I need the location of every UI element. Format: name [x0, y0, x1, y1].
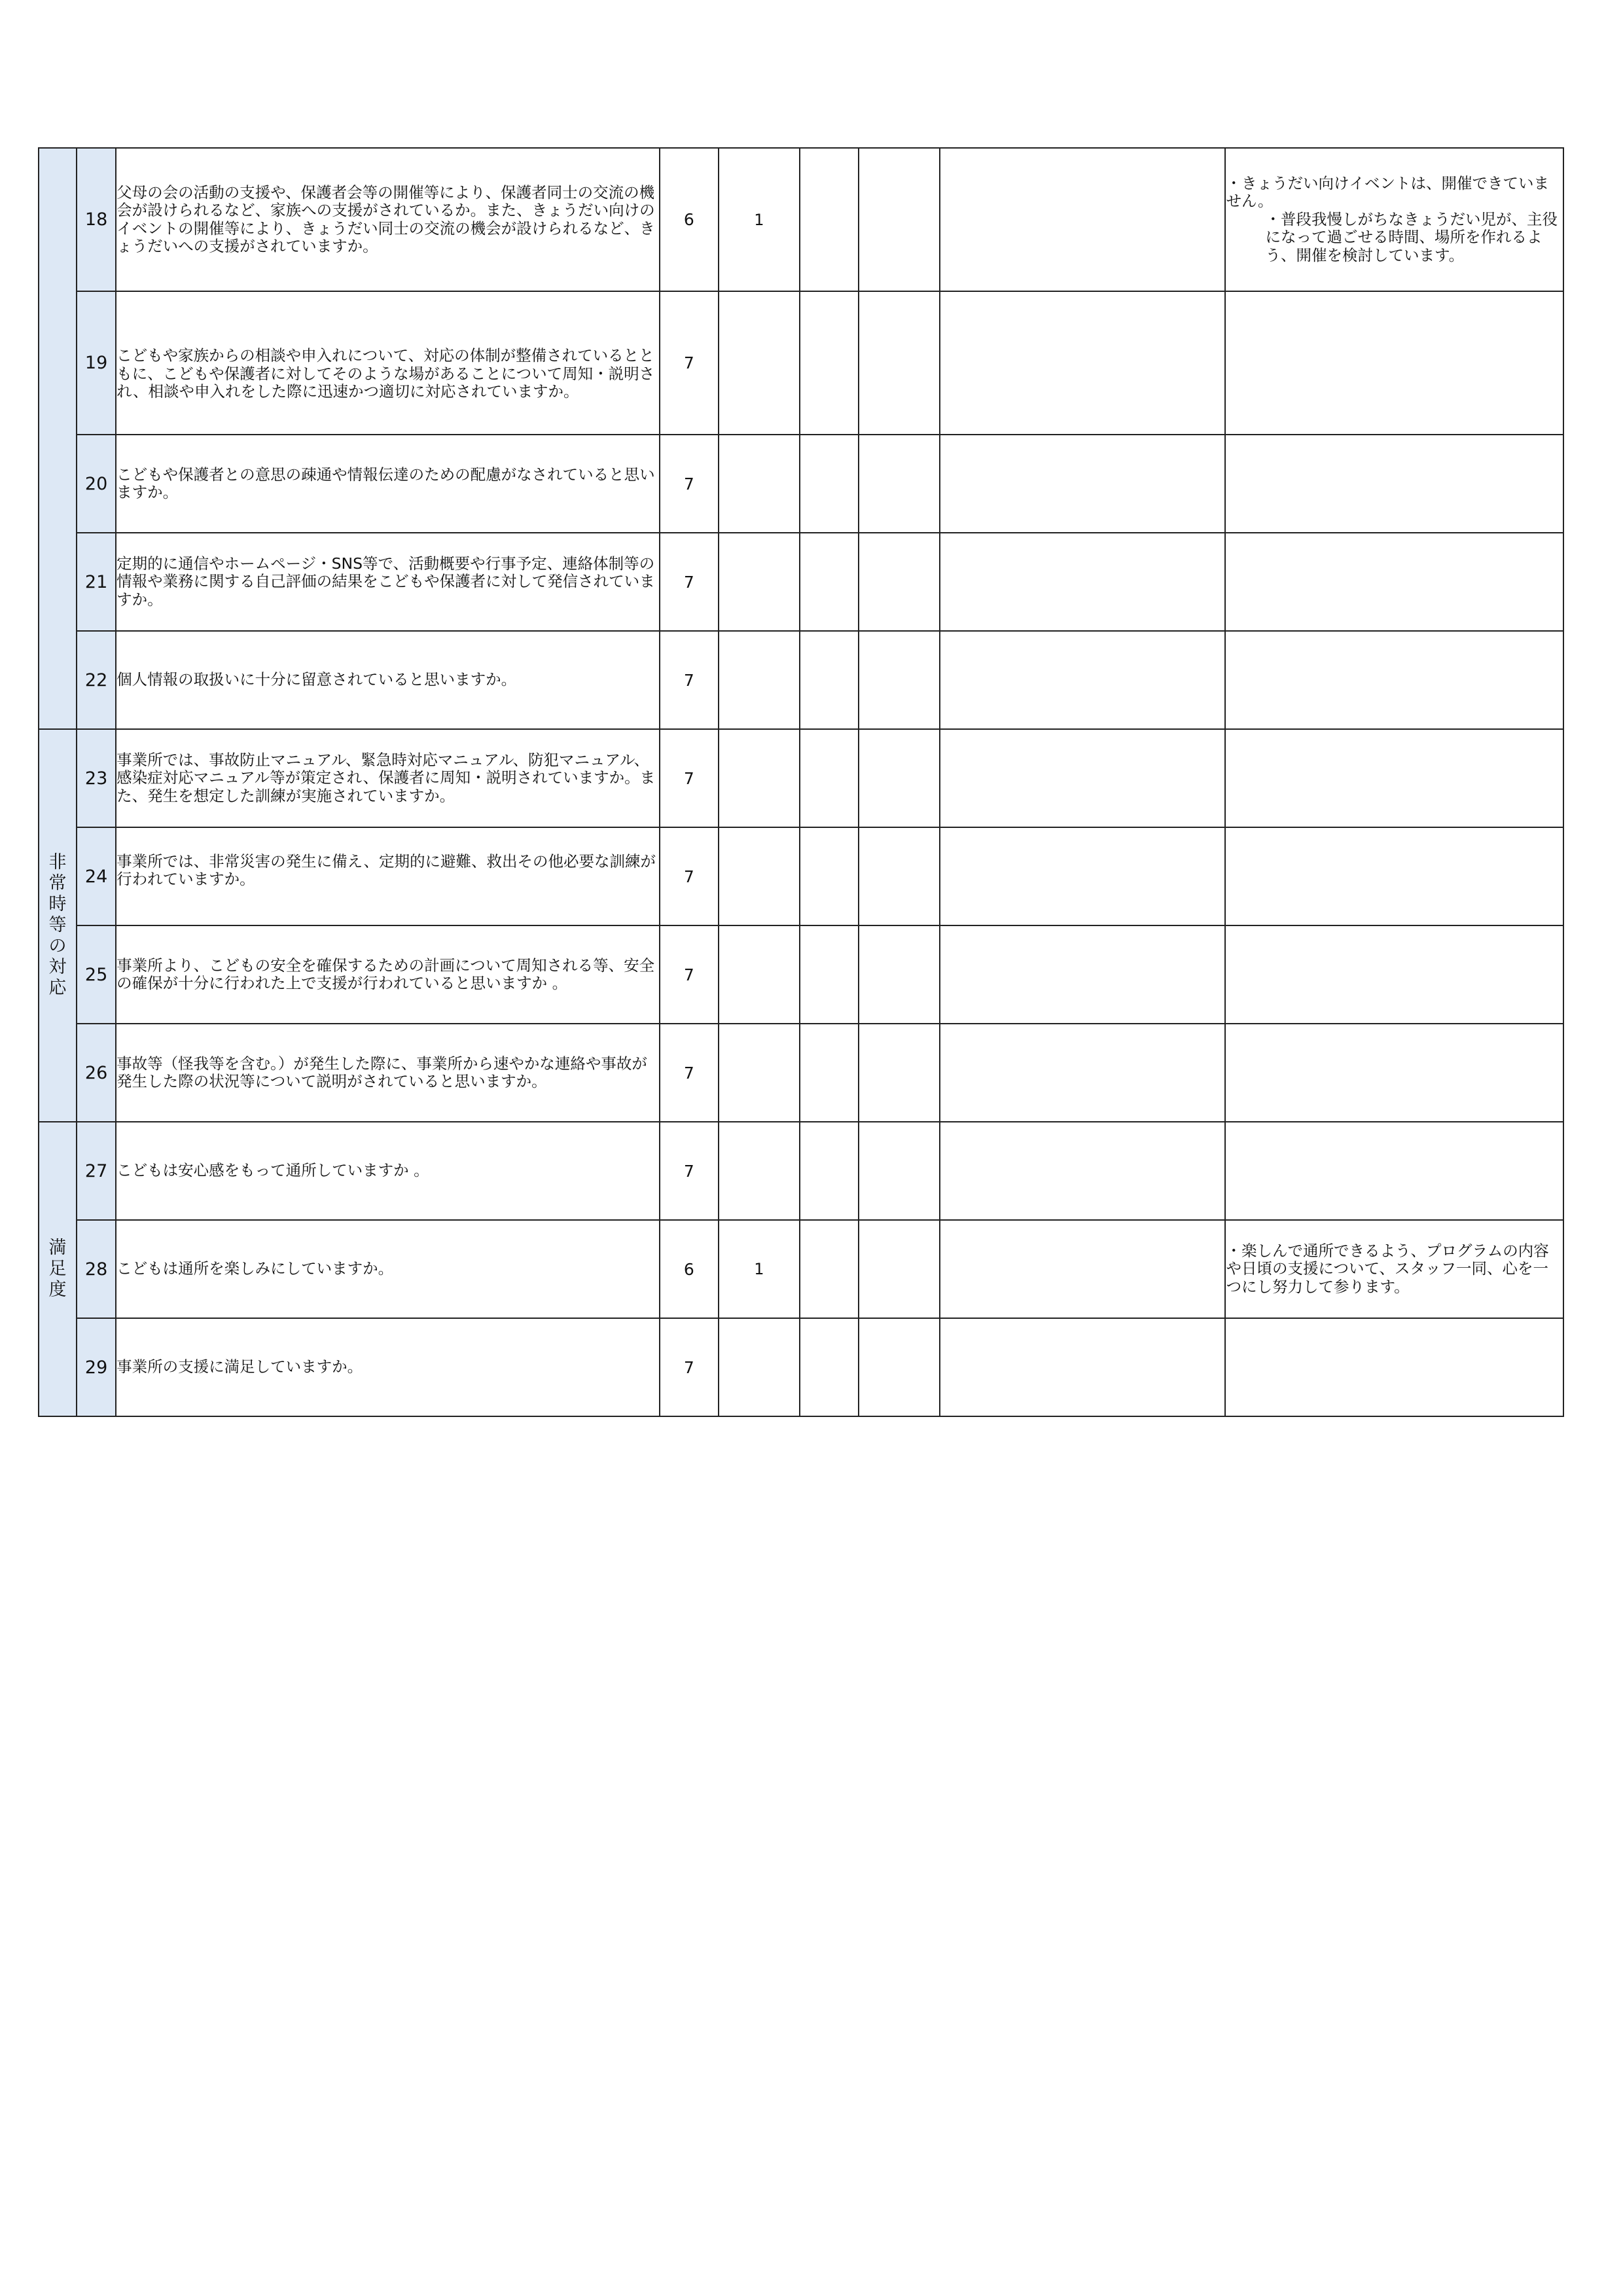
response-line: ・きょうだい向けイベントは、開催できていません。 — [1226, 173, 1549, 211]
count-neither — [719, 533, 800, 631]
count-neither — [719, 729, 800, 827]
table-row — [39, 1220, 1563, 1318]
row-number: 21 — [77, 533, 116, 631]
count-unknown — [859, 827, 940, 925]
row-number: 28 — [77, 1220, 116, 1318]
count-unknown — [859, 533, 940, 631]
count-unknown — [859, 631, 940, 729]
count-yes: 7 — [660, 1024, 719, 1122]
facility-response — [1225, 533, 1563, 631]
question-text: こどもや保護者との意思の疎通や情報伝達のための配慮がなされていると思いますか。 — [116, 435, 660, 533]
facility-response — [1225, 1122, 1563, 1220]
category-cell-continued — [39, 148, 77, 729]
facility-response — [1225, 925, 1563, 1024]
count-no — [800, 631, 859, 729]
facility-response: ・楽しんで通所できるよう、プログラムの内容や日頃の支援について、スタッフ一同、心を一つにし努力して参ります。 — [1225, 1220, 1563, 1318]
count-yes: 7 — [660, 291, 719, 435]
question-text: 個人情報の取扱いに十分に留意されていると思いますか。 — [116, 631, 660, 729]
guardian-comment — [940, 1024, 1225, 1122]
row-number: 18 — [77, 148, 116, 291]
question-text: 事業所の支援に満足していますか。 — [116, 1318, 660, 1416]
guardian-comment — [940, 533, 1225, 631]
count-neither — [719, 631, 800, 729]
count-unknown — [859, 148, 940, 291]
count-unknown — [859, 1122, 940, 1220]
question-text: こどもは安心感をもって通所していますか 。 — [116, 1122, 660, 1220]
question-text: 事故等（怪我等を含む。）が発生した際に、事業所から速やかな連絡や事故が発生した際の状況等について説明がされていると思いますか。 — [116, 1024, 660, 1122]
facility-response — [1225, 435, 1563, 533]
count-no — [800, 533, 859, 631]
table-row — [39, 1318, 1563, 1416]
guardian-comment — [940, 925, 1225, 1024]
row-number: 25 — [77, 925, 116, 1024]
facility-response — [1225, 1024, 1563, 1122]
facility-response — [1225, 148, 1563, 291]
count-no — [800, 925, 859, 1024]
facility-response — [1225, 729, 1563, 827]
count-unknown — [859, 925, 940, 1024]
guardian-comment — [940, 1318, 1225, 1416]
count-no — [800, 1122, 859, 1220]
count-neither — [719, 1122, 800, 1220]
table-row — [39, 1122, 1563, 1220]
count-yes: 7 — [660, 925, 719, 1024]
row-number: 24 — [77, 827, 116, 925]
question-text: 事業所では、非常災害の発生に備え、定期的に避難、救出その他必要な訓練が行われていますか。 — [116, 827, 660, 925]
count-neither — [719, 827, 800, 925]
count-no — [800, 729, 859, 827]
count-neither: 1 — [719, 148, 800, 291]
count-no — [800, 1024, 859, 1122]
table-row — [39, 631, 1563, 729]
count-unknown — [859, 291, 940, 435]
row-number: 23 — [77, 729, 116, 827]
count-yes: 7 — [660, 533, 719, 631]
category-label: 満足度 — [48, 1238, 67, 1300]
count-yes: 6 — [660, 148, 719, 291]
count-unknown — [859, 1024, 940, 1122]
table-row — [39, 533, 1563, 631]
table-row — [39, 148, 1563, 291]
count-unknown — [859, 729, 940, 827]
category-emergency — [39, 729, 77, 1122]
table-row — [39, 925, 1563, 1024]
category-label: 非常時等の対応 — [48, 852, 67, 998]
count-yes: 7 — [660, 435, 719, 533]
question-text: 父母の会の活動の支援や、保護者会等の開催等により、保護者同士の交流の機会が設けられるなど、家族への支援がされているか。また、きょうだい向けのイベントの開催等により、きょうだい同士の交流の機会が設けられるなど、きょうだいへの支援がされていますか。 — [116, 148, 660, 291]
count-unknown — [859, 435, 940, 533]
row-number: 29 — [77, 1318, 116, 1416]
row-number: 22 — [77, 631, 116, 729]
question-text: こどもや家族からの相談や申入れについて、対応の体制が整備されているとともに、こどもや保護者に対してそのような場があることについて周知・説明され、相談や申入れをした際に迅速かつ適切に対応されていますか。 — [116, 291, 660, 435]
count-no — [800, 1318, 859, 1416]
evaluation-table — [38, 147, 1564, 1417]
question-text: 事業所より、こどもの安全を確保するための計画について周知される等、安全の確保が十分に行われた上で支援が行われていると思いますか 。 — [116, 925, 660, 1024]
count-no — [800, 827, 859, 925]
question-text: 定期的に通信やホームページ・SNS等で、活動概要や行事予定、連絡体制等の情報や業務に関する自己評価の結果をこどもや保護者に対して発信されていますか。 — [116, 533, 660, 631]
count-no — [800, 291, 859, 435]
guardian-comment — [940, 291, 1225, 435]
count-no — [800, 1220, 859, 1318]
response-line: ・普段我慢しがちなきょうだい児が、主役になって過ごせる時間、場所を作れるよう、開催を検討しています。 — [1265, 209, 1558, 264]
row-number: 26 — [77, 1024, 116, 1122]
guardian-comment — [940, 827, 1225, 925]
count-yes: 7 — [660, 631, 719, 729]
guardian-comment — [940, 1122, 1225, 1220]
count-neither — [719, 1318, 800, 1416]
category-satisfaction — [39, 1122, 77, 1416]
count-unknown — [859, 1220, 940, 1318]
table-row — [39, 1024, 1563, 1122]
row-number: 27 — [77, 1122, 116, 1220]
facility-response — [1225, 631, 1563, 729]
guardian-comment — [940, 435, 1225, 533]
count-neither: 1 — [719, 1220, 800, 1318]
row-number: 19 — [77, 291, 116, 435]
guardian-comment — [940, 729, 1225, 827]
count-neither — [719, 1024, 800, 1122]
count-yes: 7 — [660, 729, 719, 827]
table-row — [39, 291, 1563, 435]
count-neither — [719, 435, 800, 533]
count-neither — [719, 291, 800, 435]
facility-response — [1225, 291, 1563, 435]
count-yes: 6 — [660, 1220, 719, 1318]
question-text: 事業所では、事故防止マニュアル、緊急時対応マニュアル、防犯マニュアル、感染症対応マニュアル等が策定され、保護者に周知・説明されていますか。また、発生を想定した訓練が実施されていますか。 — [116, 729, 660, 827]
count-yes: 7 — [660, 1122, 719, 1220]
table-row — [39, 827, 1563, 925]
facility-response — [1225, 827, 1563, 925]
count-no — [800, 435, 859, 533]
count-yes: 7 — [660, 827, 719, 925]
table-row — [39, 729, 1563, 827]
table-row — [39, 435, 1563, 533]
count-neither — [719, 925, 800, 1024]
guardian-comment — [940, 148, 1225, 291]
count-no — [800, 148, 859, 291]
question-text: こどもは通所を楽しみにしていますか。 — [116, 1220, 660, 1318]
guardian-comment — [940, 631, 1225, 729]
guardian-comment — [940, 1220, 1225, 1318]
row-number: 20 — [77, 435, 116, 533]
count-yes: 7 — [660, 1318, 719, 1416]
count-unknown — [859, 1318, 940, 1416]
facility-response — [1225, 1318, 1563, 1416]
